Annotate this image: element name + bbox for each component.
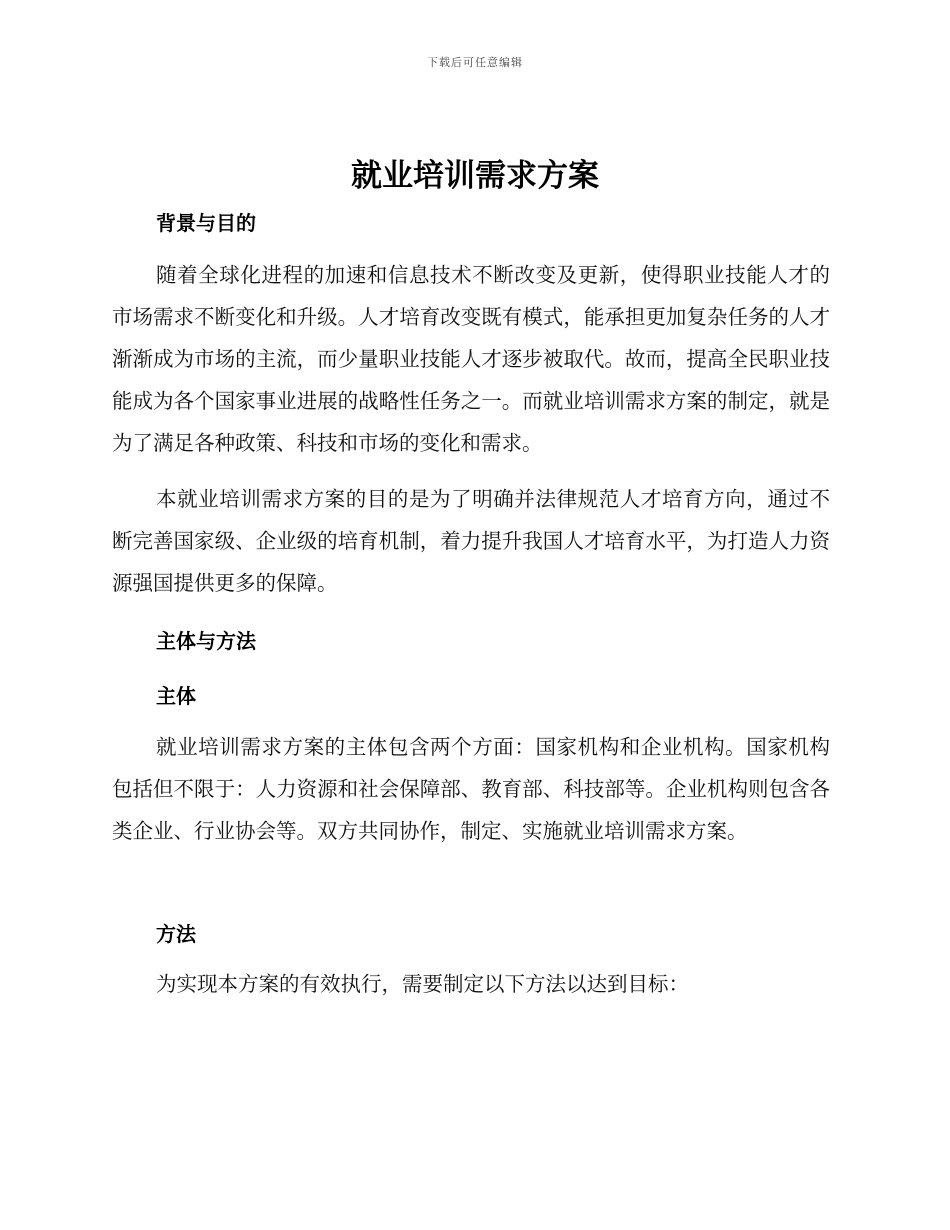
paragraph-background-1: 随着全球化进程的加速和信息技术不断改变及更新，使得职业技能人才的市场需求不断变化和升级。人才培育改变既有模式，能承担更加复杂任务的人才渐渐成为市场的主流，而少量职业技能人才逐步被取代。故而，提高全民职业技能成为各个国家事业进展的战略性任务之一。而就业培训需求方案的制定，就是为了满足各种政策、科技和市场的变化和需求。 [112,263,830,455]
paragraph-subject-1: 就业培训需求方案的主体包含两个方面：国家机构和企业机构。国家机构包括但不限于：人力资源和社会保障部、教育部、科技部等。企业机构则包含各类企业、行业协会等。双方共同协作，制定、实施就业培训需求方案。 [112,735,830,843]
section-heading-subject-method: 主体与方法 [156,629,256,653]
page-header: 下载后可任意编辑 [427,56,523,69]
section-heading-method: 方法 [156,922,196,946]
paragraph-method-1: 为实现本方案的有效执行，需要制定以下方法以达到目标： [156,972,689,996]
section-heading-background: 背景与目的 [156,211,256,235]
section-heading-subject: 主体 [156,684,196,708]
paragraph-background-2: 本就业培训需求方案的目的是为了明确并法律规范人才培育方向，通过不断完善国家级、企业级的培育机制，着力提升我国人才培育水平，为打造人力资源强国提供更多的保障。 [112,487,830,595]
document-title: 就业培训需求方案 [351,158,599,194]
